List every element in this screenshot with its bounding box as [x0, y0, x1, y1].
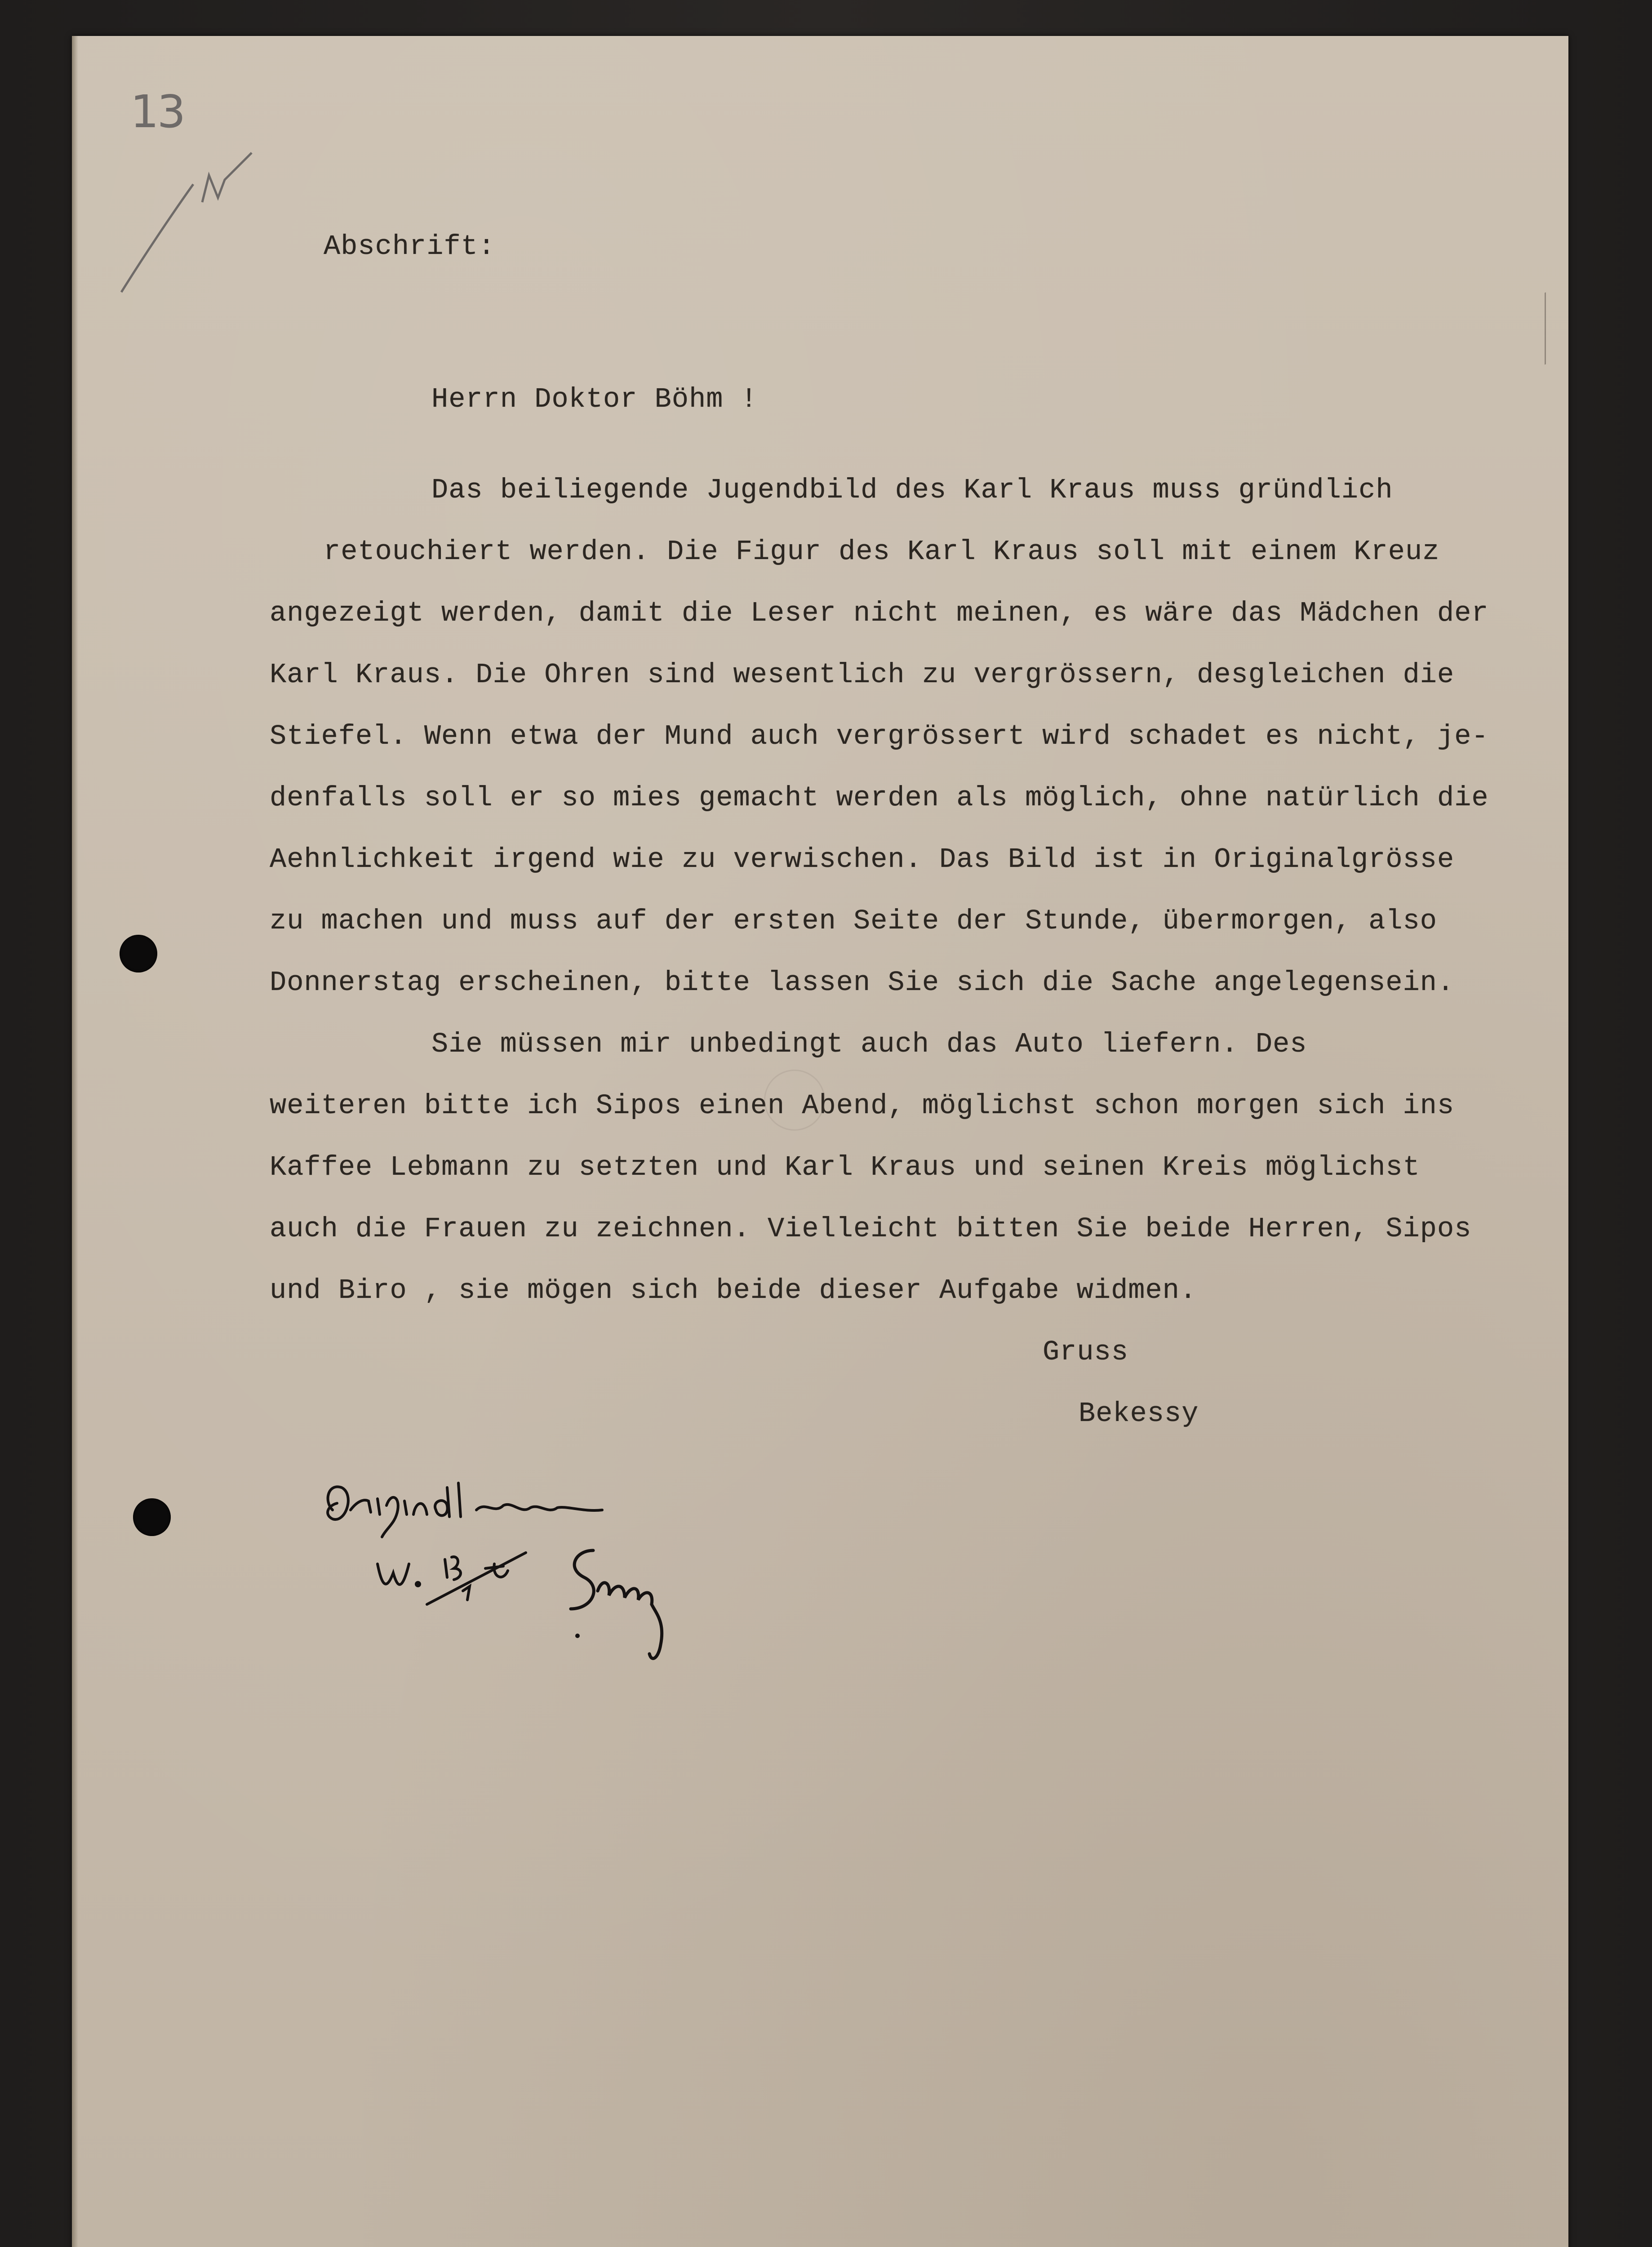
ink-dot	[575, 1634, 580, 1638]
salutation: Herrn Doktor Böhm !	[431, 383, 758, 415]
paper-edge	[72, 36, 78, 2247]
faded-stamp	[764, 1070, 825, 1131]
body-line: Sie müssen mir unbedingt auch das Auto liefern. Des	[431, 1028, 1307, 1060]
body-line: angezeigt werden, damit die Leser nicht meinen, es wäre das Mädchen der	[270, 597, 1489, 629]
handwritten-note-original	[328, 1483, 602, 1537]
signature-scrawl	[571, 1550, 662, 1658]
pencil-check-mark	[117, 148, 261, 301]
body-line: Das beiliegende Jugendbild des Karl Kraus muss gründlich	[431, 474, 1393, 506]
paper-tear	[1545, 283, 1573, 365]
punch-hole-upper	[120, 935, 157, 973]
body-line: Kaffee Lebmann zu setzten und Karl Kraus und seinen Kreis möglichst	[270, 1151, 1420, 1183]
body-line: auch die Frauen zu zeichnen. Vielleicht bitten Sie beide Herren, Sipos	[270, 1213, 1472, 1245]
body-line: Stiefel. Wenn etwa der Mund auch vergrössert wird schadet es nicht, je-	[270, 720, 1489, 752]
closing: Gruss	[1043, 1336, 1129, 1368]
body-line: retouchiert werden. Die Figur des Karl Kraus soll mit einem Kreuz	[324, 536, 1440, 568]
body-line: Karl Kraus. Die Ohren sind wesentlich zu vergrössern, desgleichen die	[270, 659, 1455, 691]
signature-name: Bekessy	[1079, 1398, 1199, 1430]
body-line: und Biro , sie mögen sich beide dieser Aufgabe widmen.	[270, 1274, 1197, 1306]
body-line: denfalls soll er so mies gemacht werden als möglich, ohne natürlich die	[270, 782, 1489, 814]
handwritten-annotation	[315, 1474, 764, 1744]
folio-number: 13	[130, 85, 184, 138]
document-heading: Abschrift:	[324, 231, 496, 262]
handwritten-date	[377, 1553, 526, 1604]
body-line: weiteren bitte ich Sipos einen Abend, möglichst schon morgen sich ins	[270, 1090, 1455, 1122]
body-line: Aehnlichkeit irgend wie zu verwischen. Das Bild ist in Originalgrösse	[270, 844, 1455, 875]
body-line: zu machen und muss auf der ersten Seite der Stunde, übermorgen, also	[270, 905, 1438, 937]
punch-hole-lower	[133, 1498, 171, 1536]
body-line: Donnerstag erscheinen, bitte lassen Sie sich die Sache angelegensein.	[270, 967, 1455, 999]
